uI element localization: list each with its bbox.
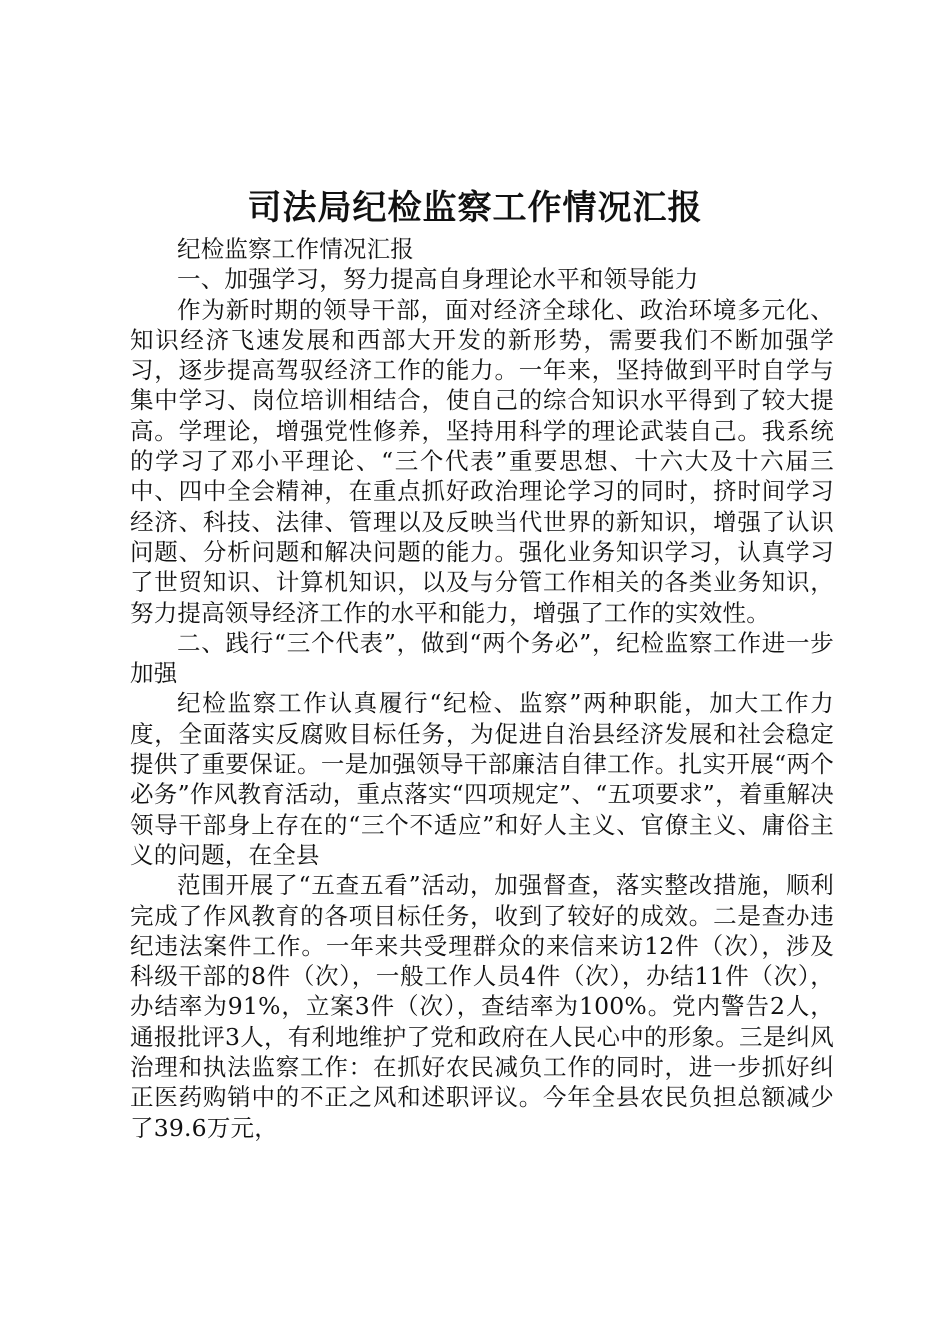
- subtitle-paragraph: 纪检监察工作情况汇报: [177, 235, 414, 263]
- section-heading-2: 二、践行“三个代表”，做到“两个务必”，纪检监察工作进一步加强: [130, 628, 834, 688]
- document-body: [130, 234, 834, 1143]
- body-paragraph: 作为新时期的领导干部，面对经济全球化、政治环境多元化、知识经济飞速发展和西部大开发的新形势，需要我们不断加强学习，逐步提高驾驭经济工作的能力。一年来，坚持做到平时自学与集中学习、岗位培训相结合，使自己的综合知识水平得到了较大提高。学理论，增强党性修养，坚持用科学的理论武装自己。我系统的学习了邓小平理论、“三个代表”重要思想、十六大及十六届三中、四中全会精神，在重点抓好政治理论学习的同时，挤时间学习经济、科技、法律、管理以及反映当代世界的新知识，增强了认识问题、分析问题和解决问题的能力。强化业务知识学习，认真学习了世贸知识、计算机知识，以及与分管工作相关的各类业务知识，努力提高领导经济工作的水平和能力，增强了工作的实效性。: [130, 295, 834, 627]
- section-heading-1: 一、加强学习，努力提高自身理论水平和领导能力: [177, 265, 699, 294]
- document-title: 司法局纪检监察工作情况汇报: [247, 188, 703, 228]
- body-paragraph: 纪检监察工作认真履行“纪检、监察”两种职能，加大工作力度，全面落实反腐败目标任务，为促进自治县经济发展和社会稳定提供了重要保证。一是加强领导干部廉洁自律工作。扎实开展“两个必务”作风教育活动，重点落实“四项规定”、“五项要求”，着重解决领导干部身上存在的“三个不适应”和好人主义、官僚主义、庸俗主义的问题，在全县: [130, 689, 834, 869]
- body-paragraph: 范围开展了“五查五看”活动，加强督查，落实整改措施，顺利完成了作风教育的各项目标任务，收到了较好的成效。二是查办违纪违法案件工作。一年来共受理群众的来信来访12件（次），涉及科级干部的8件（次），一般工作人员4件（次），办结11件（次），办结率为91%，立案3件（次），查结率为100%。党内警告2人，通报批评3人，有利地维护了党和政府在人民心中的形象。三是纠风治理和执法监察工作：在抓好农民减负工作的同时，进一步抓好纠正医药购销中的不正之风和述职评议。今年全县农民负担总额减少了39.6万元，: [130, 871, 834, 1142]
